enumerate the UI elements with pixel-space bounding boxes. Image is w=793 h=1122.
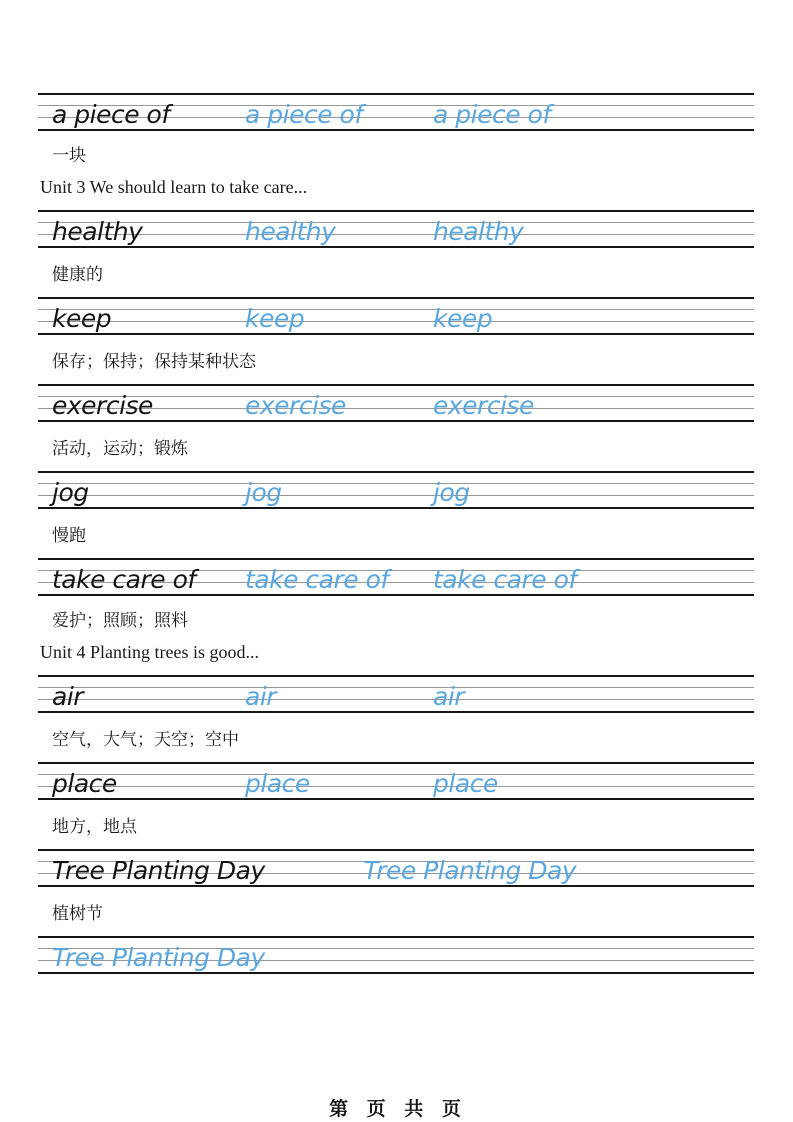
word-row xyxy=(38,849,754,887)
word-row xyxy=(38,210,754,248)
vocab-entry xyxy=(38,849,754,936)
trace-word: healthy xyxy=(433,217,524,246)
trace-cell xyxy=(433,393,648,418)
trace-cell xyxy=(433,684,648,709)
trace-word: jog xyxy=(245,478,282,507)
trace-word: Tree Planting Day xyxy=(363,856,577,885)
trace-cell xyxy=(433,306,648,331)
headword-cell xyxy=(52,771,245,796)
practice-band xyxy=(38,558,754,596)
vocab-entry xyxy=(38,93,754,210)
headword: take care of xyxy=(52,565,196,594)
practice-band xyxy=(38,471,754,509)
vocab-entry xyxy=(38,297,754,384)
trace-word: place xyxy=(245,769,310,798)
chinese-translation: 地方，地点 xyxy=(52,817,137,837)
headword: place xyxy=(52,769,117,798)
practice-band xyxy=(38,93,754,131)
trace-cell xyxy=(433,219,648,244)
word-row xyxy=(38,558,754,596)
trace-word: keep xyxy=(433,304,493,333)
trace-cell xyxy=(245,567,433,592)
trace-word: healthy xyxy=(245,217,336,246)
trace-word: exercise xyxy=(433,391,534,420)
chinese-translation: 爱护；照顾；照料 xyxy=(52,610,188,631)
headword-cell xyxy=(52,306,245,331)
word-row xyxy=(38,384,754,422)
unit-heading: Unit 3 We should learn to take care... xyxy=(40,177,308,197)
word-row xyxy=(38,471,754,509)
headword: jog xyxy=(52,478,89,507)
trace-word: keep xyxy=(245,304,305,333)
chinese-translation: 一块 xyxy=(52,145,86,166)
chinese-translation: 慢跑 xyxy=(52,526,86,546)
trace-cell xyxy=(433,771,648,796)
practice-band xyxy=(38,936,754,974)
word-row xyxy=(38,762,754,800)
trace-cell xyxy=(245,219,433,244)
headword: exercise xyxy=(52,391,153,420)
page-footer: 第 页 共 页 xyxy=(329,1098,464,1120)
practice-band xyxy=(38,849,754,887)
trace-word: a piece of xyxy=(433,100,551,129)
word-row xyxy=(38,93,754,131)
word-row xyxy=(38,297,754,335)
vocab-entry xyxy=(38,558,754,675)
headword: air xyxy=(52,682,84,711)
trace-cell xyxy=(245,306,433,331)
unit-heading: Unit 4 Planting trees is good... xyxy=(40,642,259,662)
headword-cell xyxy=(52,567,245,592)
trace-word: jog xyxy=(433,478,470,507)
trace-cell xyxy=(433,480,648,505)
headword-cell xyxy=(52,945,265,970)
headword: keep xyxy=(52,304,112,333)
vocab-entry xyxy=(38,210,754,297)
trace-cell xyxy=(245,684,433,709)
headword-cell xyxy=(52,480,245,505)
headword-cell xyxy=(52,684,245,709)
chinese-translation: 活动，运动；锻炼 xyxy=(52,439,188,459)
practice-band xyxy=(38,762,754,800)
word-row xyxy=(38,936,754,974)
vocab-entry xyxy=(38,471,754,558)
trace-word: Tree Planting Day xyxy=(52,943,265,972)
headword-cell xyxy=(52,219,245,244)
practice-band xyxy=(38,675,754,713)
headword-cell xyxy=(52,858,265,883)
trace-word: place xyxy=(433,769,498,798)
trace-word: a piece of xyxy=(245,100,363,129)
trace-cell xyxy=(245,393,433,418)
practice-band xyxy=(38,384,754,422)
headword: a piece of xyxy=(52,100,170,129)
chinese-translation: 植树节 xyxy=(52,904,103,924)
headword: healthy xyxy=(52,217,143,246)
trace-cell xyxy=(433,102,648,127)
trace-word: take care of xyxy=(433,565,577,594)
headword-cell xyxy=(52,102,245,127)
headword-cell xyxy=(52,393,245,418)
trace-word: air xyxy=(245,682,277,711)
practice-band xyxy=(38,210,754,248)
worksheet-content xyxy=(38,93,754,974)
trace-word: take care of xyxy=(245,565,389,594)
trace-word: exercise xyxy=(245,391,346,420)
trace-cell xyxy=(433,567,648,592)
chinese-translation: 空气，大气；天空；空中 xyxy=(52,730,239,750)
chinese-translation: 健康的 xyxy=(52,265,103,285)
trace-word: air xyxy=(433,682,465,711)
trace-cell xyxy=(245,480,433,505)
vocab-entry xyxy=(38,936,754,974)
vocab-entry xyxy=(38,762,754,849)
trace-cell xyxy=(245,102,433,127)
trace-cell xyxy=(245,771,433,796)
vocab-entry xyxy=(38,384,754,471)
vocab-entry xyxy=(38,675,754,762)
trace-cell-merged xyxy=(265,858,675,883)
headword: Tree Planting Day xyxy=(52,856,265,885)
practice-band xyxy=(38,297,754,335)
chinese-translation: 保存；保持；保持某种状态 xyxy=(52,352,256,372)
word-row xyxy=(38,675,754,713)
